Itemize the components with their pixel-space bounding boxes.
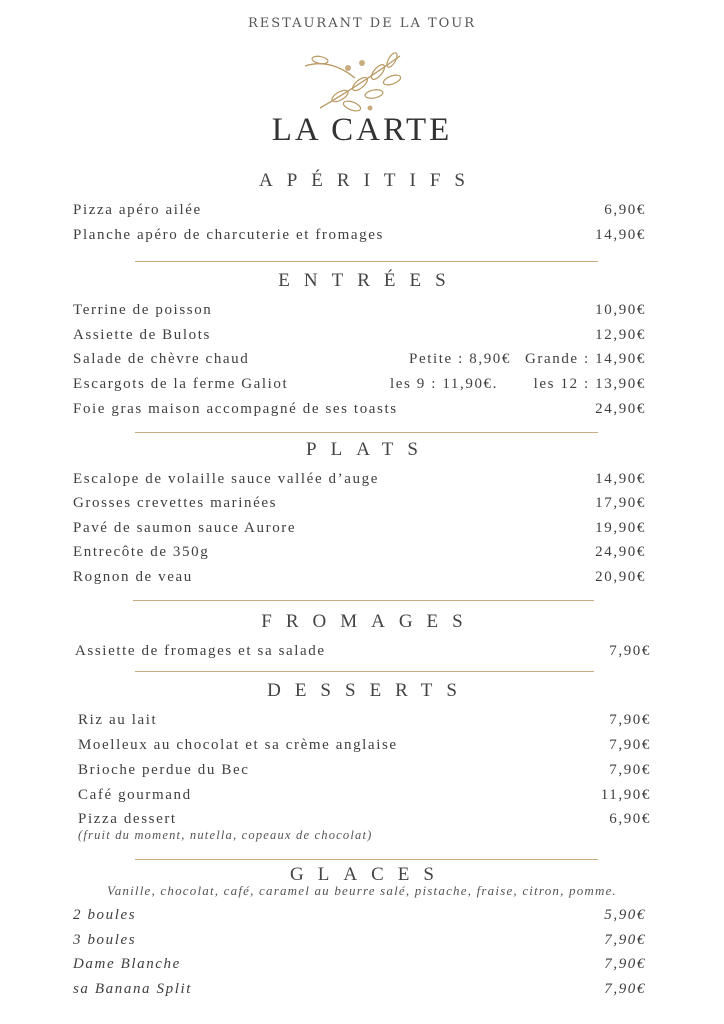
item-price: 12,90€	[595, 327, 646, 343]
item-price: 7,90€	[609, 737, 651, 753]
item-price: les 12 : 13,90€	[533, 376, 646, 392]
item-price-small: les 9 : 11,90€.	[389, 376, 498, 392]
item-name: Terrine de poisson	[73, 302, 213, 318]
item-name: Escalope de volaille sauce vallée d’auge	[73, 471, 379, 487]
item-price: 24,90€	[595, 544, 646, 560]
item-price: 14,90€	[595, 227, 646, 243]
restaurant-name: RESTAURANT DE LA TOUR	[247, 16, 477, 31]
olive-branch-icon	[300, 48, 424, 118]
item-price: 7,90€	[609, 643, 651, 659]
section-divider	[135, 859, 598, 860]
item-name: Assiette de fromages et sa salade	[75, 643, 326, 659]
item-price: 17,90€	[595, 495, 646, 511]
section-title: APÉRITIFS	[259, 170, 479, 191]
section-title: ENTRÉES	[278, 270, 460, 291]
item-price: 7,90€	[609, 712, 651, 728]
item-name: 3 boules	[73, 932, 137, 948]
item-price: 24,90€	[595, 401, 646, 417]
item-price: 7,90€	[604, 956, 646, 972]
item-name: 2 boules	[73, 907, 137, 923]
item-price: 20,90€	[595, 569, 646, 585]
item-price: Grande : 14,90€	[524, 351, 646, 367]
item-name: Brioche perdue du Bec	[78, 762, 250, 778]
item-name: Escargots de la ferme Galiot	[73, 376, 289, 392]
item-name: Planche apéro de charcuterie et fromages	[73, 227, 384, 243]
item-price: 5,90€	[604, 907, 646, 923]
item-price: 10,90€	[595, 302, 646, 318]
item-name: Pavé de saumon sauce Aurore	[73, 520, 297, 536]
item-price: 6,90€	[609, 811, 651, 827]
section-title: FROMAGES	[261, 611, 477, 632]
item-price-small: Petite : 8,90€	[409, 351, 511, 367]
item-price: 14,90€	[595, 471, 646, 487]
item-name: Moelleux au chocolat et sa crème anglaise	[78, 737, 398, 753]
item-name: Assiette de Bulots	[73, 327, 211, 343]
item-name: Pizza apéro ailée	[73, 202, 202, 218]
item-name: Pizza dessert	[78, 811, 177, 827]
section-divider	[135, 432, 598, 433]
section-divider	[133, 600, 594, 601]
section-title: PLATS	[306, 439, 432, 460]
item-price: 11,90€	[600, 787, 651, 803]
item-name: sa Banana Split	[73, 981, 193, 997]
item-price: 7,90€	[609, 762, 651, 778]
item-price: 7,90€	[604, 932, 646, 948]
section-title: GLACES	[290, 864, 448, 885]
section-divider	[135, 261, 598, 262]
item-price: 6,90€	[604, 202, 646, 218]
item-name: Grosses crevettes marinées	[73, 495, 278, 511]
section-divider	[135, 671, 594, 672]
section-description: Vanille, chocolat, café, caramel au beurre salé, pistache, fraise, citron, pomme.	[107, 883, 617, 898]
item-name: Rognon de veau	[73, 569, 193, 585]
section-title: DESSERTS	[267, 680, 471, 701]
item-name: Foie gras maison accompagné de ses toasts	[73, 401, 398, 417]
item-name: Riz au lait	[78, 712, 158, 728]
item-name: Dame Blanche	[73, 956, 181, 972]
item-price: 19,90€	[595, 520, 646, 536]
page-title: LA CARTE	[271, 112, 453, 148]
item-price: 7,90€	[604, 981, 646, 997]
item-name: Salade de chèvre chaud	[73, 351, 250, 367]
item-name: Entrecôte de 350g	[73, 544, 210, 560]
item-note: (fruit du moment, nutella, copeaux de chocolat)	[78, 828, 373, 842]
item-name: Café gourmand	[78, 787, 192, 803]
